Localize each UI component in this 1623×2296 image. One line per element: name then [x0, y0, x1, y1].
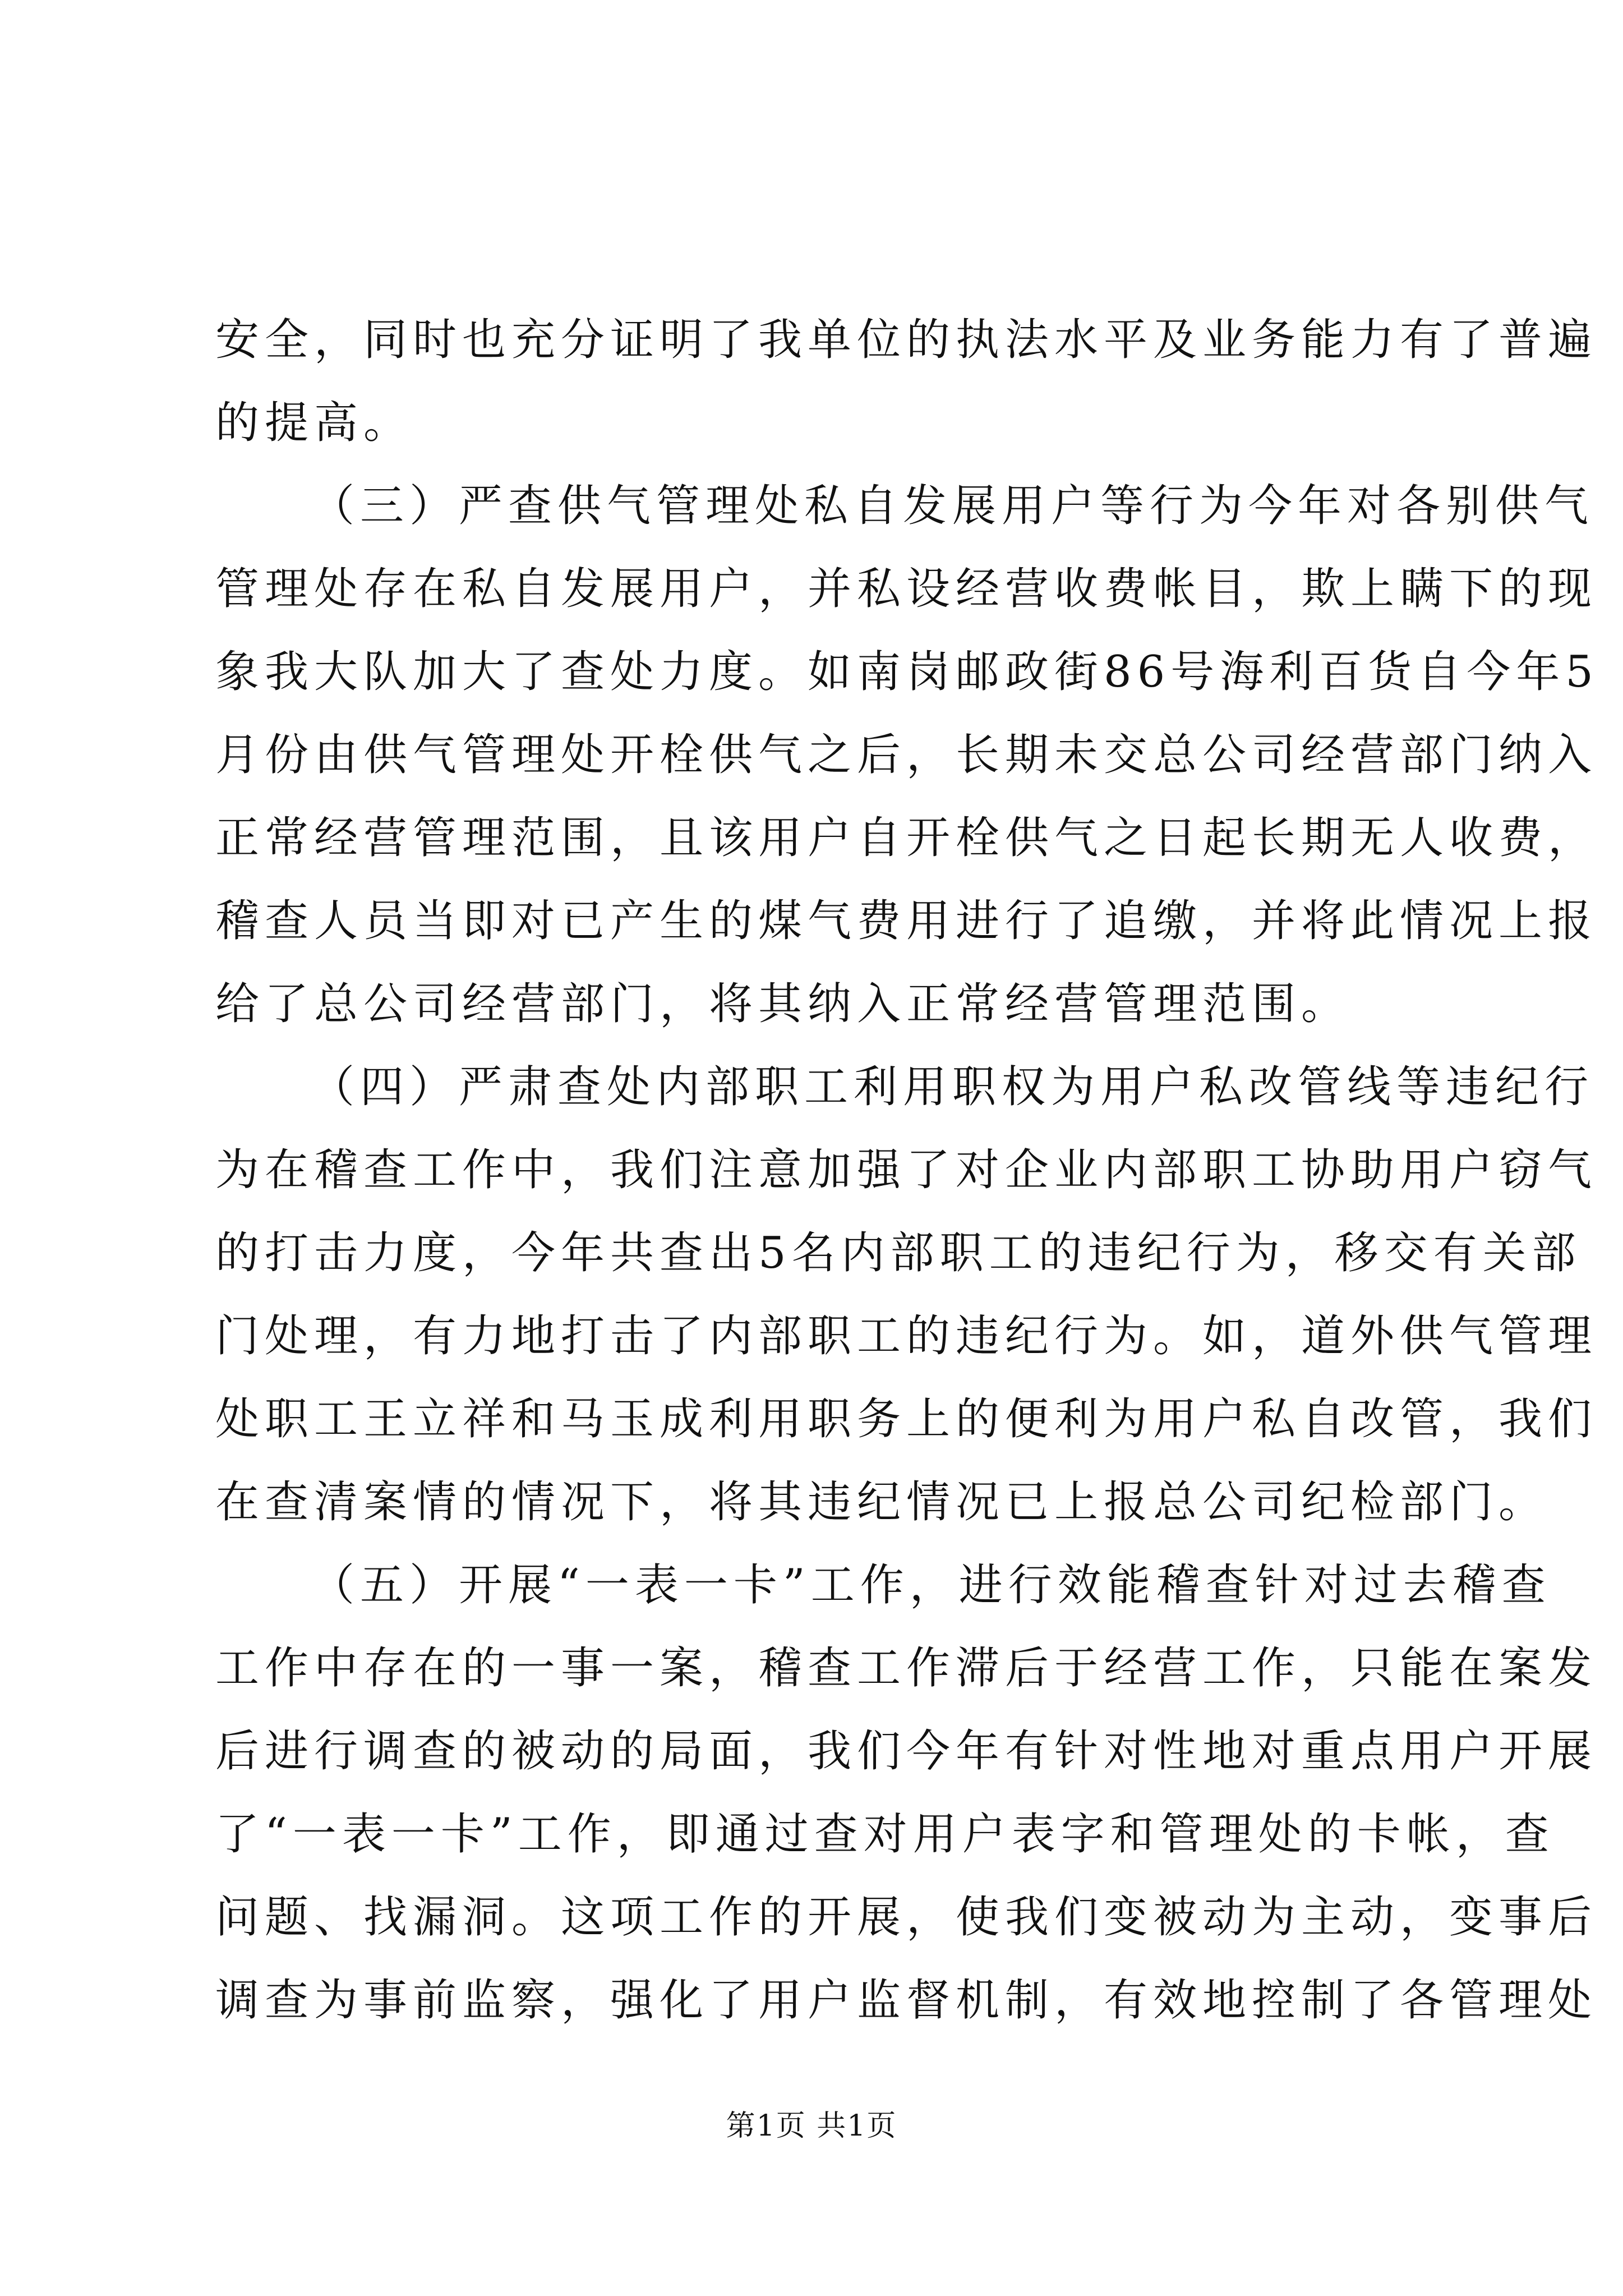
page-footer: 第1页 共1页 [726, 2109, 897, 2143]
text-line: 给了总公司经营部门，将其纳入正常经营管理范围。 [215, 979, 1351, 1029]
text-line: 为在稽查工作中，我们注意加强了对企业内部职工协助用户窃气 [215, 1145, 1598, 1195]
text-line: 处职工王立祥和马玉成利用职务上的便利为用户私自改管，我们 [215, 1394, 1598, 1444]
text-line: 在查清案情的情况下，将其违纪情况已上报总公司纪检部门。 [215, 1477, 1548, 1527]
text-line: （三）严查供气管理处私自发展用户等行为今年对各别供气 [311, 481, 1594, 531]
text-line: 的打击力度，今年共查出5名内部职工的违纪行为，移交有关部 [215, 1228, 1581, 1278]
text-line: （四）严肃查处内部职工利用职权为用户私改管线等违纪行 [311, 1062, 1594, 1112]
text-line: 管理处存在私自发展用户，并私设经营收费帐目，欺上瞒下的现 [215, 564, 1598, 614]
text-line: 月份由供气管理处开栓供气之后，长期未交总公司经营部门纳入 [215, 730, 1598, 780]
text-line: 的提高。 [215, 398, 413, 448]
text-line: 了“一表一卡”工作，即通过查对用户表字和管理处的卡帐，查 [215, 1809, 1555, 1860]
text-line: 工作中存在的一事一案，稽查工作滞后于经营工作，只能在案发 [215, 1643, 1598, 1694]
text-line: 安全，同时也充分证明了我单位的执法水平及业务能力有了普遍 [215, 315, 1598, 365]
text-line: 稽查人员当即对已产生的煤气费用进行了追缴，并将此情况上报 [215, 896, 1598, 946]
text-line: 门处理，有力地打击了内部职工的违纪行为。如，道外供气管理 [215, 1311, 1598, 1361]
document-body [215, 298, 1599, 2042]
text-line: 正常经营管理范围，且该用户自开栓供气之日起长期无人收费， [215, 813, 1598, 863]
text-line: 象我大队加大了查处力度。如南岗邮政街86号海利百货自今年5 [215, 647, 1599, 697]
text-line: 调查为事前监察，强化了用户监督机制，有效地控制了各管理处 [215, 1975, 1598, 2026]
text-line: （五）开展“一表一卡”工作，进行效能稽查针对过去稽查 [311, 1560, 1551, 1611]
text-line: 问题、找漏洞。这项工作的开展，使我们变被动为主动，变事后 [215, 1892, 1598, 1943]
text-line: 后进行调查的被动的局面，我们今年有针对性地对重点用户开展 [215, 1726, 1598, 1777]
